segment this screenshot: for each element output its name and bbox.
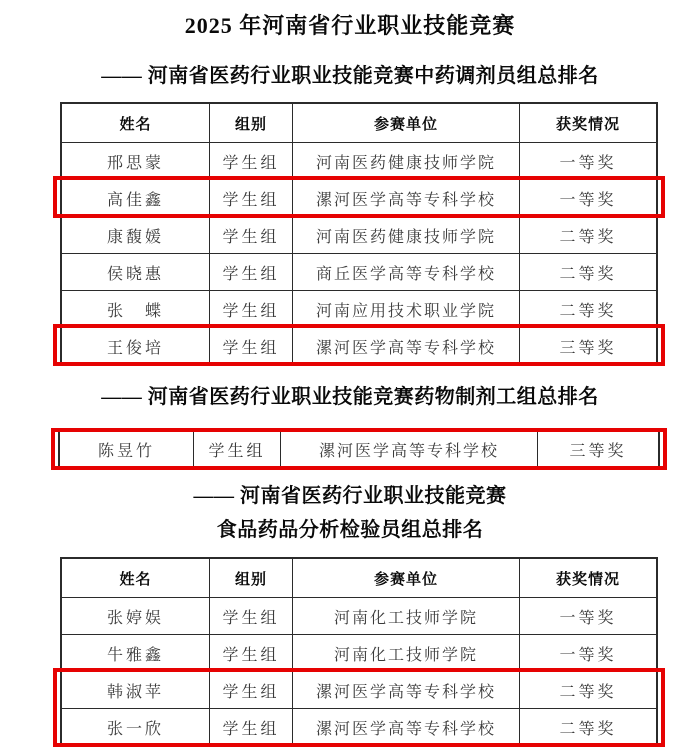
cell-award: 二等奖 — [519, 254, 656, 290]
page-title: 2025 年河南省行业职业技能竞赛 — [184, 13, 516, 38]
cell-award: 一等奖 — [519, 180, 656, 216]
cell-group: 学生组 — [209, 672, 292, 708]
highlight-box — [62, 671, 656, 745]
cell-award: 二等奖 — [519, 217, 656, 253]
highlight-box — [62, 327, 656, 364]
cell-unit: 漯河医学高等专科学校 — [292, 180, 519, 216]
column-header-name: 姓名 — [119, 570, 152, 588]
cell-group: 学生组 — [209, 217, 292, 253]
cell-award: 二等奖 — [519, 672, 656, 708]
cell-group: 学生组 — [209, 180, 292, 216]
column-header-award: 获奖情况 — [519, 559, 656, 597]
cell-name: 韩淑苹 — [106, 683, 164, 701]
cell-name: 张一欣 — [106, 720, 164, 738]
cell-name: 张婷娱 — [106, 609, 164, 627]
table-header-row — [62, 104, 656, 142]
cell-name: 张 蝶 — [106, 302, 164, 320]
table-row — [62, 216, 656, 253]
cell-name: 牛雅鑫 — [106, 646, 164, 664]
highlight-box — [62, 179, 656, 216]
cell-group: 学生组 — [209, 635, 292, 671]
section1-subtitle: —— 河南省医药行业职业技能竞赛中药调剂员组总排名 — [101, 65, 599, 87]
table-row — [62, 597, 656, 634]
cell-unit: 漯河医学高等专科学校 — [292, 709, 519, 745]
cell-group: 学生组 — [193, 431, 280, 468]
section3-subtitle-line1: —— 河南省医药行业职业技能竞赛 — [193, 485, 507, 507]
cell-name: 康馥媛 — [106, 228, 164, 246]
section1-table — [60, 102, 658, 366]
cell-unit: 商丘医学高等专科学校 — [292, 254, 519, 290]
table-row — [62, 142, 656, 179]
cell-unit: 河南化工技师学院 — [292, 635, 519, 671]
cell-unit: 河南应用技术职业学院 — [292, 291, 519, 327]
column-header-group: 组别 — [209, 559, 292, 597]
section3-subtitle-line2: 食品药品分析检验员组总排名 — [216, 519, 484, 541]
cell-award: 一等奖 — [519, 635, 656, 671]
column-header-award: 获奖情况 — [519, 104, 656, 142]
cell-name: 邢思蒙 — [106, 154, 164, 172]
cell-name: 陈昱竹 — [97, 443, 155, 460]
cell-award: 二等奖 — [519, 291, 656, 327]
cell-group: 学生组 — [209, 709, 292, 745]
cell-unit: 河南化工技师学院 — [292, 598, 519, 634]
cell-award: 一等奖 — [519, 143, 656, 179]
highlight-box — [60, 431, 658, 468]
section2-subtitle: —— 河南省医药行业职业技能竞赛药物制剂工组总排名 — [101, 386, 599, 408]
cell-unit: 漯河医学高等专科学校 — [292, 672, 519, 708]
cell-unit: 河南医药健康技师学院 — [292, 143, 519, 179]
section2-table — [58, 429, 660, 470]
cell-award: 二等奖 — [519, 709, 656, 745]
column-header-group: 组别 — [209, 104, 292, 142]
cell-name: 侯晓惠 — [106, 265, 164, 283]
cell-award: 一等奖 — [519, 598, 656, 634]
table-row — [62, 253, 656, 290]
cell-group: 学生组 — [209, 328, 292, 364]
cell-unit: 漯河医学高等专科学校 — [292, 328, 519, 364]
column-header-unit: 参赛单位 — [292, 104, 519, 142]
table-row — [62, 290, 656, 327]
table-row-highlighted — [60, 431, 658, 468]
table-row — [62, 634, 656, 671]
cell-group: 学生组 — [209, 254, 292, 290]
section3-table — [60, 557, 658, 747]
table-row-highlighted — [62, 708, 656, 745]
column-header-unit: 参赛单位 — [292, 559, 519, 597]
cell-group: 学生组 — [209, 143, 292, 179]
table-row-highlighted — [62, 179, 656, 216]
cell-group: 学生组 — [209, 291, 292, 327]
cell-name: 高佳鑫 — [106, 191, 164, 209]
cell-award: 三等奖 — [537, 431, 658, 468]
cell-unit: 河南医药健康技师学院 — [292, 217, 519, 253]
table-row-highlighted — [62, 671, 656, 708]
cell-award: 三等奖 — [519, 328, 656, 364]
cell-unit: 漯河医学高等专科学校 — [280, 431, 537, 468]
cell-group: 学生组 — [209, 598, 292, 634]
column-header-name: 姓名 — [119, 115, 152, 133]
table-row-highlighted — [62, 327, 656, 364]
table-header-row — [62, 559, 656, 597]
cell-name: 王俊培 — [106, 339, 164, 357]
